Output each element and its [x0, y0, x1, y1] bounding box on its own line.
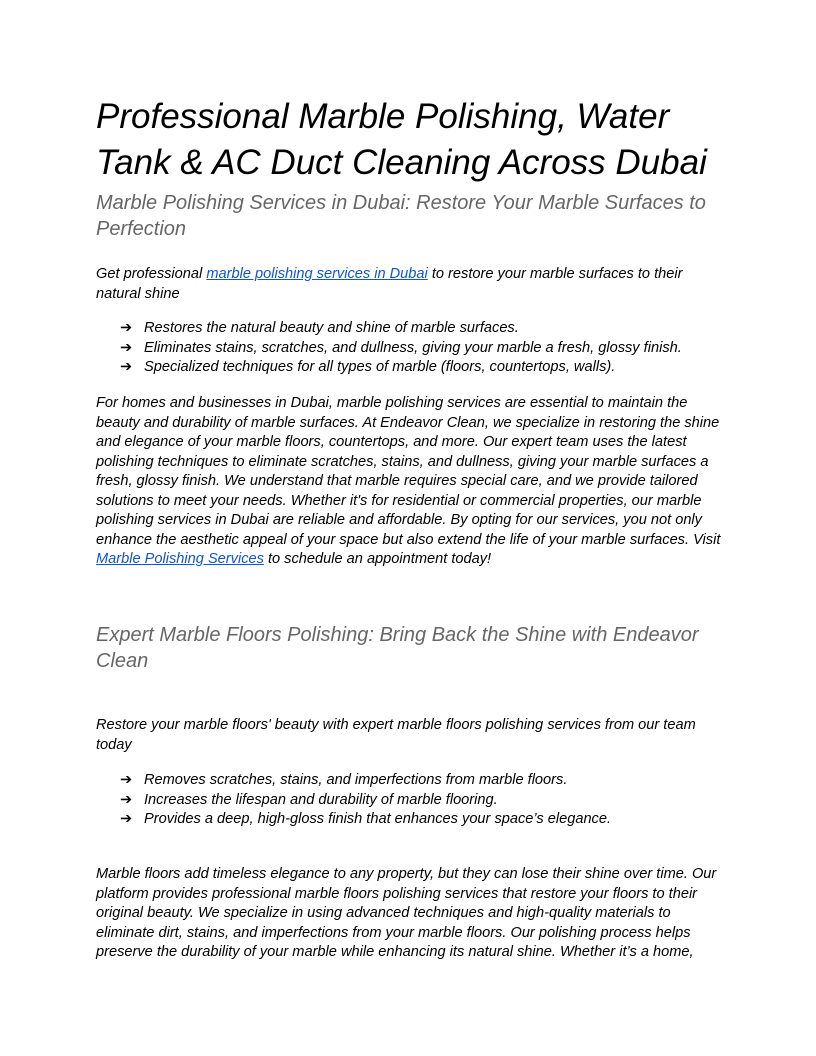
section1-intro: [96, 265, 724, 304]
section1-heading: Marble Polishing Services in Dubai: Restore Your Marble Surfaces to Perfection: [96, 192, 706, 240]
arrow-right-icon: ➔: [120, 791, 133, 808]
list-item-text: Provides a deep, high-gloss finish that enhances your space’s elegance.: [144, 811, 612, 827]
arrow-right-icon: ➔: [120, 772, 133, 788]
list-item-text: Removes scratches, stains, and imperfections from marble floors.: [144, 772, 568, 788]
arrow-right-icon: ➔: [120, 359, 133, 375]
list-item: [96, 810, 724, 830]
list-item-text: Restores the natural beauty and shine of marble surfaces.: [144, 320, 519, 336]
list-item: [96, 339, 724, 359]
section1-bullet-list: [96, 319, 724, 378]
list-item: [96, 791, 724, 811]
arrow-right-icon: ➔: [120, 339, 133, 356]
section1-body-text-after: to schedule an appointment today!: [263, 551, 492, 567]
section1-body-text-before: For homes and businesses in Dubai, marble polishing services are essential to maintain the beauty and durability of marble surfaces. At Endeavor Clean, we specialize in restoring the shine and elegance of your marble floors, countertops, and more. Our expert team uses the latest polishing techniques to eliminate scratches, stains, and dullness, giving your marble surfaces a fresh, glossy finish. We understand that marble requires special care, and we provide tailored solutions to meet your needs. Whether it's for residential or commercial properties, our marble polishing services in Dubai are reliable and affordable. By opting for our services, you not only enhance the aesthetic appeal of your space but also extend the life of your marble surfaces. Visit: [96, 395, 721, 548]
list-item: [96, 358, 724, 378]
section2-intro: Restore your marble floors' beauty with expert marble floors polishing services from our team today: [96, 717, 696, 753]
marble-polishing-services-link[interactable]: Marble Polishing Services: [96, 551, 264, 567]
list-item-text: Specialized techniques for all types of marble (floors, countertops, walls).: [144, 359, 616, 375]
section2-bullet-list: [96, 771, 724, 830]
marble-polishing-link[interactable]: marble polishing services in Dubai: [206, 266, 428, 282]
list-item-text: Eliminates stains, scratches, and dullness, giving your marble a fresh, glossy finish.: [144, 339, 682, 356]
page-title: Professional Marble Polishing, Water Tank & AC Duct Cleaning Across Dubai: [96, 97, 707, 182]
list-item-text: Increases the lifespan and durability of marble flooring.: [144, 791, 498, 808]
arrow-right-icon: ➔: [120, 811, 133, 827]
arrow-right-icon: ➔: [120, 320, 133, 336]
section2-body: Marble floors add timeless elegance to any property, but they can lose their shine over time. Our platform provides professional marble floors polishing services that restore your floors to their original beauty. We specialize in using advanced techniques and high-quality materials to eliminate dirt, stains, and imperfections from your marble floors. Our polishing process helps preserve the durability of your marble while enhancing its natural shine. Whether it’s a home,: [96, 866, 717, 960]
section2-heading: Expert Marble Floors Polishing: Bring Back the Shine with Endeavor Clean: [96, 624, 699, 672]
list-item: [96, 771, 724, 791]
list-item: [96, 319, 724, 339]
section1-intro-text-after: to restore your marble surfaces to their natural shine: [96, 266, 683, 302]
section1-body: [96, 394, 724, 570]
section1-intro-text-before: Get professional: [96, 266, 207, 282]
